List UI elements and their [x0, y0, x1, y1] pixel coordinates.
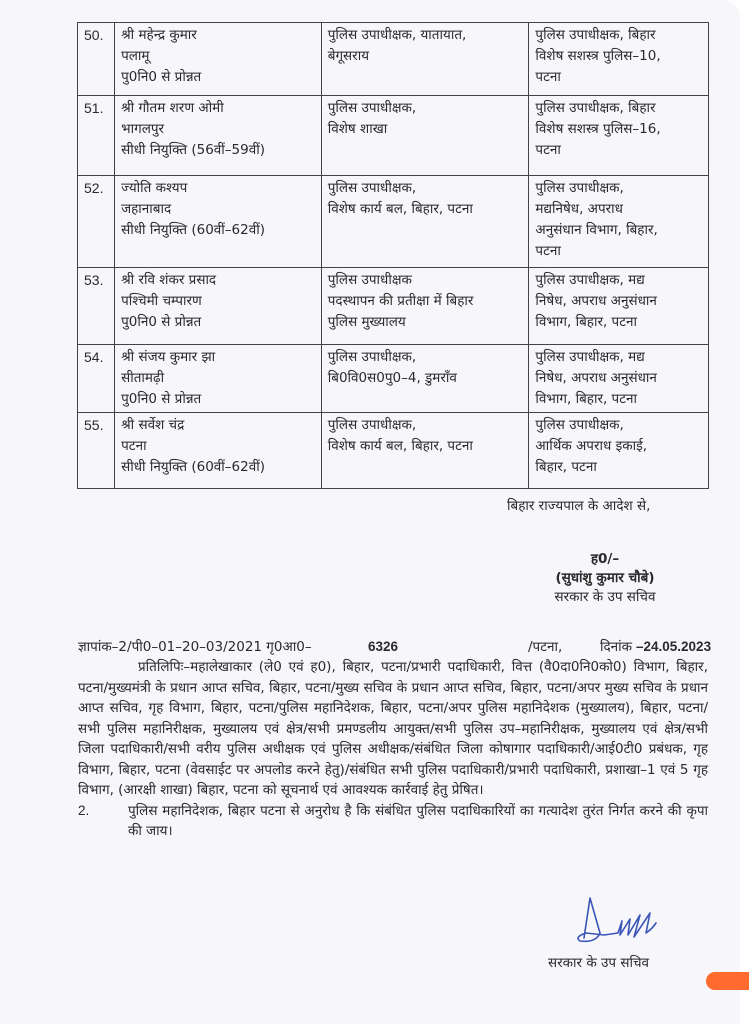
- current-posting-cell: [321, 268, 529, 345]
- signatory-block: [530, 550, 680, 607]
- new-posting-cell-line: पटना: [535, 69, 561, 85]
- officer-name-cell-line: जहानाबाद: [121, 201, 172, 217]
- table-row: [78, 176, 709, 268]
- current-posting-cell-line: पुलिस उपाधीक्षक,: [327, 180, 417, 196]
- new-posting-cell: [529, 413, 709, 489]
- current-posting-cell: [321, 413, 529, 489]
- signed-mark: ह0/–: [590, 551, 620, 567]
- new-posting-cell-line: निषेध, अपराध अनुसंधान: [535, 370, 657, 386]
- new-posting-cell-line: आर्थिक अपराध इकाई,: [535, 438, 647, 454]
- officer-name-cell-line: पु0नि0 से प्रोन्नत: [121, 314, 202, 330]
- new-posting-cell-line: पुलिस उपाधीक्षक, मद्य: [535, 272, 645, 288]
- memo-place: /पटना,: [528, 639, 563, 655]
- new-posting-cell-line: पुलिस उपाधीक्षक,: [535, 417, 624, 433]
- new-posting-cell-line: विभाग, बिहार, पटना: [535, 391, 638, 407]
- serial-number: 51.: [78, 96, 115, 176]
- signatory-designation: सरकार के उप सचिव: [554, 589, 656, 605]
- officer-name-cell: [115, 268, 322, 345]
- memo-reference: ज्ञापांक–2/पी0–01–20–03/2021 गृ0आ0–: [78, 639, 312, 655]
- current-posting-cell-line: पुलिस उपाधीक्षक,: [327, 100, 417, 116]
- officer-name-cell: [115, 345, 322, 413]
- table-row: [78, 268, 709, 345]
- new-posting-cell: [529, 268, 709, 345]
- transfer-table: [77, 22, 709, 489]
- page-edge: [740, 0, 749, 1024]
- new-posting-cell-line: निषेध, अपराध अनुसंधान: [535, 293, 657, 309]
- current-posting-cell-line: विशेष कार्य बल, बिहार, पटना: [327, 438, 473, 454]
- copy-to-paragraph: प्रतिलिपिः–महालेखाकार (ले0 एवं ह0), बिहार, पटना/प्रभारी पदाधिकारी, वित्त (वै0दा0नि0को0) विभाग, बिहार, पटना/मुख्यमंत्री के प्रधान आप्त सचिव, बिहार, पटना/मुख्य सचिव के प्रधान आप्त सचिव, बिहार, पटना/अपर मुख्य सचिव के प्रधान आप्त सचिव, गृह विभाग, बिहार, पटना/पुलिस महानिदेशक, बिहार, पटना/अपर पुलिस महानिदेशक (मुख्यालय), बिहार, पटना/सभी पुलिस महानिरीक्षक, मुख्यालय एवं क्षेत्र/सभी प्रमण्डलीय आयुक्त/सभी पुलिस उप–महानिरीक्षक, मुख्यालय एवं क्षेत्र/सभी जिला पदाधिकारी/सभी वरीय पुलिस अधीक्षक एवं पुलिस अधीक्षक/संबंधित जिला कोषागार पदाधिकारी/आई0टी0 प्रबंधक, गृह विभाग, बिहार, पटना (वेवसाईट पर अपलोड करने हेतु)/संबंधित सभी पुलिस पदाधिकारी/प्रभारी पदाधिकारी, प्रशाखा–1 एवं 5 गृह विभाग, (आरक्षी शाखा) बिहार, पटना को सूचनार्थ एवं आवश्यक कार्रवाई हेतु प्रेषित।: [78, 659, 708, 798]
- new-posting-cell-line: बिहार, पटना: [535, 459, 597, 475]
- officer-name-cell-line: सीधी नियुक्ति (60वीं–62वीं): [121, 459, 266, 475]
- current-posting-cell-line: विशेष कार्य बल, बिहार, पटना: [327, 201, 473, 217]
- serial-number: 52.: [78, 176, 115, 268]
- new-posting-cell-line: पटना: [535, 243, 561, 259]
- current-posting-cell-line: विशेष शाखा: [327, 121, 388, 137]
- new-posting-cell: [529, 345, 709, 413]
- new-posting-cell-line: पटना: [535, 142, 561, 158]
- paragraph-2-text: पुलिस महानिदेशक, बिहार पटना से अनुरोध है कि संबंधित पुलिस पदाधिकारियों का गत्यादेश तुरंत निर्गत करने की कृपा की जाय।: [128, 802, 708, 839]
- serial-number: 54.: [78, 345, 115, 413]
- current-posting-cell-line: बेगूसराय: [327, 48, 370, 64]
- officer-name-cell-line: पटना: [121, 438, 147, 454]
- new-posting-cell-line: पुलिस उपाधीक्षक,: [535, 180, 624, 196]
- memo-header: [78, 637, 712, 657]
- paragraph-2: [78, 801, 708, 842]
- officer-name-cell-line: श्री संजय कुमार झा: [121, 349, 216, 365]
- officer-name-cell-line: सीतामढ़ी: [121, 370, 165, 386]
- officer-name-cell-line: पु0नि0 से प्रोन्नत: [121, 391, 202, 407]
- table-row: [78, 413, 709, 489]
- current-posting-cell: [321, 23, 529, 96]
- signatory-name: (सुधांशु कुमार चौबे): [555, 570, 655, 586]
- closing-designation: सरकार के उप सचिव: [548, 955, 650, 971]
- new-posting-cell-line: पुलिस उपाधीक्षक, बिहार: [535, 27, 656, 43]
- memo-number: 6326: [368, 639, 399, 654]
- table-row: [78, 23, 709, 96]
- memo-date-label: दिनांक: [600, 639, 633, 655]
- current-posting-cell-line: पदस्थापन की प्रतीक्षा में बिहार: [327, 293, 474, 309]
- current-posting-cell-line: पुलिस उपाधीक्षक: [327, 272, 412, 288]
- current-posting-cell-line: पुलिस मुख्यालय: [327, 314, 406, 330]
- current-posting-cell: [321, 345, 529, 413]
- new-posting-cell: [529, 23, 709, 96]
- officer-name-cell-line: श्री सर्वेश चंद्र: [121, 417, 185, 433]
- table-row: [78, 96, 709, 176]
- governor-order-line: बिहार राज्यपाल के आदेश से,: [507, 498, 651, 514]
- officer-name-cell: [115, 23, 322, 96]
- officer-name-cell-line: पु0नि0 से प्रोन्नत: [121, 69, 202, 85]
- orange-page-marker: [706, 972, 749, 990]
- memo-section: [78, 637, 712, 842]
- current-posting-cell-line: पुलिस उपाधीक्षक,: [327, 417, 417, 433]
- paragraph-2-number: 2.: [78, 802, 90, 818]
- new-posting-cell-line: विभाग, बिहार, पटना: [535, 314, 638, 330]
- current-posting-cell-line: पुलिस उपाधीक्षक,: [327, 349, 417, 365]
- new-posting-cell: [529, 96, 709, 176]
- memo-date: –24.05.2023: [636, 639, 712, 654]
- handwritten-signature: [560, 893, 690, 953]
- officer-name-cell-line: सीधी नियुक्ति (56वीं–59वीं): [121, 142, 266, 158]
- current-posting-cell: [321, 176, 529, 268]
- officer-name-cell-line: भागलपुर: [121, 121, 165, 137]
- current-posting-cell-line: बि0वि0स0पु0–4, डुमराँव: [327, 370, 457, 386]
- new-posting-cell-line: मद्यनिषेध, अपराध: [535, 201, 623, 217]
- officer-name-cell-line: श्री गौतम शरण ओमी: [121, 100, 224, 116]
- officer-name-cell-line: श्री रवि शंकर प्रसाद: [121, 272, 217, 288]
- officer-name-cell: [115, 413, 322, 489]
- officer-name-cell: [115, 176, 322, 268]
- officer-name-cell-line: पलामू: [121, 48, 150, 64]
- current-posting-cell-line: पुलिस उपाधीक्षक, यातायात,: [327, 27, 467, 43]
- new-posting-cell-line: पुलिस उपाधीक्षक, मद्य: [535, 349, 645, 365]
- serial-number: 50.: [78, 23, 115, 96]
- officer-name-cell-line: सीधी नियुक्ति (60वीं–62वीं): [121, 222, 266, 238]
- officer-name-cell-line: श्री महेन्द्र कुमार: [121, 27, 197, 43]
- serial-number: 55.: [78, 413, 115, 489]
- new-posting-cell: [529, 176, 709, 268]
- new-posting-cell-line: पुलिस उपाधीक्षक, बिहार: [535, 100, 656, 116]
- new-posting-cell-line: विशेष सशस्त्र पुलिस–16,: [535, 121, 661, 137]
- officer-name-cell-line: पश्चिमी चम्पारण: [121, 293, 202, 309]
- officer-name-cell: [115, 96, 322, 176]
- serial-number: 53.: [78, 268, 115, 345]
- current-posting-cell: [321, 96, 529, 176]
- officer-name-cell-line: ज्योति कश्यप: [121, 180, 188, 196]
- table-row: [78, 345, 709, 413]
- new-posting-cell-line: अनुसंधान विभाग, बिहार,: [535, 222, 658, 238]
- new-posting-cell-line: विशेष सशस्त्र पुलिस–10,: [535, 48, 661, 64]
